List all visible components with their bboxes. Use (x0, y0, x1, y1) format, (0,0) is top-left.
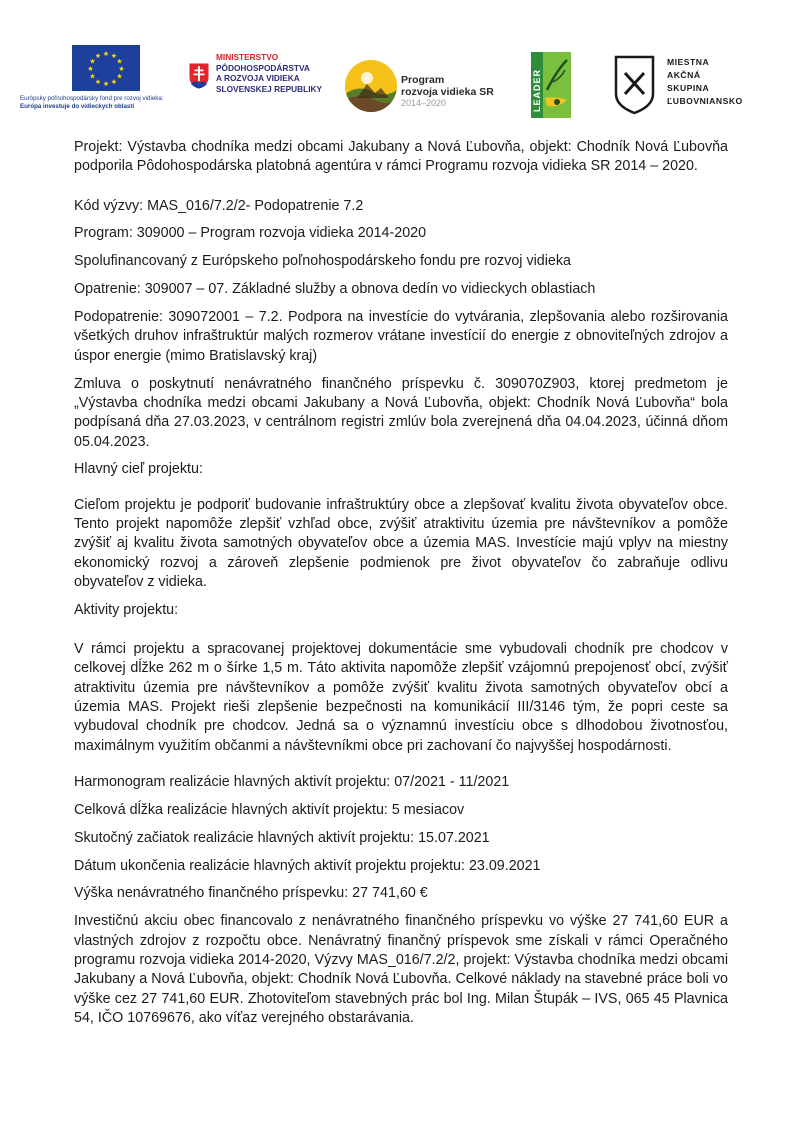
schedule-info: Harmonogram realizácie hlavných aktivít projektu: 07/2021 - 11/2021 (74, 773, 510, 790)
mas-emblem-icon (612, 54, 657, 116)
activities-heading: Aktivity projektu: (74, 601, 179, 618)
mas-line-2: AKČNÁ (667, 70, 701, 80)
ministry-name (216, 52, 322, 94)
ministry-line-4: SLOVENSKEJ REPUBLIKY (216, 83, 323, 94)
investment-paragraph: Investičnú akciu obec financovalo z nenávratného finančného príspevku vo výške 27 741,60 EUR a vlastných zdrojov z rozpočtu obce. Nenávratný finančný príspevok sme získali v rámci Operačného programu rozvoja vidieka 2014-2020, Výzvy MAS_016/7.2/2, projekt: Výstavba chodníka medzi obcami Jakubany a Nová Ľubovňa, objekt: Chodník Nová Ľubovňa. Celkové náklady na stavebné práce boli vo výške cez 27 741,60 EUR. Zhotoviteľom stavebných prác bol Ing. Milan Štupák – IVS, 065 45 Plavnica 54, IČO 10769676, ako víťaz verejného obstarávania. (74, 913, 728, 1026)
goal-paragraph: Cieľom projektu je podporiť budovanie infraštruktúry obce a zlepšovať kvalitu života obyvateľov obce. Tento projekt napomôže zlepšiť vzhľad obce, zvýšiť atraktivitu územia pre návštevníkov a pomôže zvýšiť aj kvalitu života samotných obyvateľov obce a územia MAS. Investície majú vplyv na miestny ekonomický rozvoj a zároveň zlepšenie podmienok pre život obyvateľov čo zabraňuje odlivu obyvateľov z vidieka. (74, 496, 728, 590)
document-body (74, 138, 728, 1037)
ministry-logo (188, 52, 338, 122)
svg-text:★: ★ (89, 72, 96, 81)
intro-paragraph: Projekt: Výstavba chodníka medzi obcami Jakubany a Nová Ľubovňa, objekt: Chodník Nová Ľubovňa podporila Pôdohospodárska platobná agentúra v rámci Programu rozvoja vidieka SR 2014 – 2020. (74, 139, 728, 175)
program-emblem-icon (345, 60, 397, 112)
submeasure-info: Podopatrenie: 309072001 – 7.2. Podpora na investície do vytvárania, zlepšovania alebo rozširovania všetkých druhov infraštruktúr malých rozmerov vrátane investícií do energie z obnoviteľných zdrojov a úspor energie (mimo Bratislavský kraj) (74, 309, 728, 364)
program-years: 2014–2020 (401, 98, 447, 108)
duration-info: Celková dĺžka realizácie hlavných aktivít projektu: 5 mesiacov (74, 801, 465, 818)
svg-text:★: ★ (110, 78, 118, 86)
eu-flag-icon (72, 45, 140, 91)
program-name (401, 75, 494, 110)
mas-name (667, 56, 743, 108)
eu-caption-line1: Európsky poľnohospodársky fond pre rozvoj vidieka: (20, 95, 164, 102)
svg-text:★: ★ (116, 57, 123, 66)
cofinancing-info: Spolufinancovaný z Európskeho poľnohospodárskeho fondu pre rozvoj vidieka (74, 253, 571, 270)
ministry-line-2: PÔDOHOSPODÁRSTVA (216, 62, 310, 73)
svg-text:★: ★ (110, 52, 118, 60)
program-logo (345, 60, 515, 120)
contract-paragraph: Zmluva o poskytnutí nenávratného finančného príspevku č. 309070Z903, ktorej predmetom je „Výstavba chodníka medzi obcami Jakubany a Nová Ľubovňa, objekt: Chodník Nová Ľubovňa“ bola podpísaná dňa 27.03.2023, v centrálnom registri zmlúv bola zverejnená dňa 04.04.2023, účinná dňom 05.04.2023. (74, 375, 728, 450)
ministry-line-1: MINISTERSTVO (216, 52, 279, 62)
svg-text:★: ★ (89, 57, 96, 66)
end-date-info: Dátum ukončenia realizácie hlavných aktivít projektu projektu: 23.09.2021 (74, 857, 541, 874)
svg-text:★: ★ (87, 65, 94, 73)
ministry-line-3: A ROZVOJA VIDIEKA (216, 73, 300, 83)
start-date-info: Skutočný začiatok realizácie hlavných aktivít projektu: 15.07.2021 (74, 829, 490, 846)
leader-wordmark: LEADER (532, 68, 542, 112)
svg-text:★: ★ (102, 80, 110, 88)
measure-info: Opatrenie: 309007 – 07. Základné služby a obnova dedín vo vidieckych oblastiach (74, 281, 596, 298)
mas-line-3: SKUPINA (667, 83, 710, 93)
goal-heading: Hlavný cieľ projektu: (74, 461, 203, 478)
program-info: Program: 309000 – Program rozvoja vidieka 2014-2020 (74, 225, 427, 242)
mas-line-1: MIESTNA (667, 57, 710, 67)
grant-amount-info: Výška nenávratného finančného príspevku: 27 741,60 € (74, 885, 428, 902)
svg-text:★: ★ (102, 50, 110, 58)
call-code: Kód výzvy: MAS_016/7.2/2- Podopatrenie 7.2 (74, 197, 364, 214)
eu-logo (20, 45, 190, 115)
activities-paragraph: V rámci projektu a spracovanej projektovej dokumentácie sme vybudovali chodník pre chodcov v celkovej dĺžke 262 m o šírke 1,5 m. Táto aktivita napomôže zlepšiť vzájomnú prepojenosť obcí, zvýšiť atraktivitu územia pre návštevníkov a pomôže zvýšiť kvalitu života samotných obyvateľov obcí a územia MAS. Projekt rieši zlepšenie bezpečnosti na komunikácií III/3146 tým, že popri ceste sa vybudoval chodník pre chodcov. Jedná sa o významnú investíciu obce s dlhodobou životnosťou, maximálnym využitím občanmi a návštevníkmi obce pri zachovaní čo najvyššej hospodárnosti. (74, 641, 728, 754)
leader-logo (531, 52, 571, 118)
svg-text:★: ★ (116, 72, 123, 81)
mas-line-4: ĽUBOVNIANSKO (667, 96, 743, 106)
svg-text:★: ★ (118, 65, 125, 73)
svg-text:★: ★ (94, 78, 102, 86)
logo-header (0, 0, 800, 130)
program-line-2: rozvoja vidieka SR (401, 85, 494, 98)
slovak-crest-icon (188, 62, 210, 90)
eu-caption-line2: Európa investuje do vidieckych oblastí (20, 103, 135, 110)
program-line-1: Program (401, 74, 445, 86)
svg-text:★: ★ (94, 52, 102, 60)
mas-logo (612, 54, 762, 120)
